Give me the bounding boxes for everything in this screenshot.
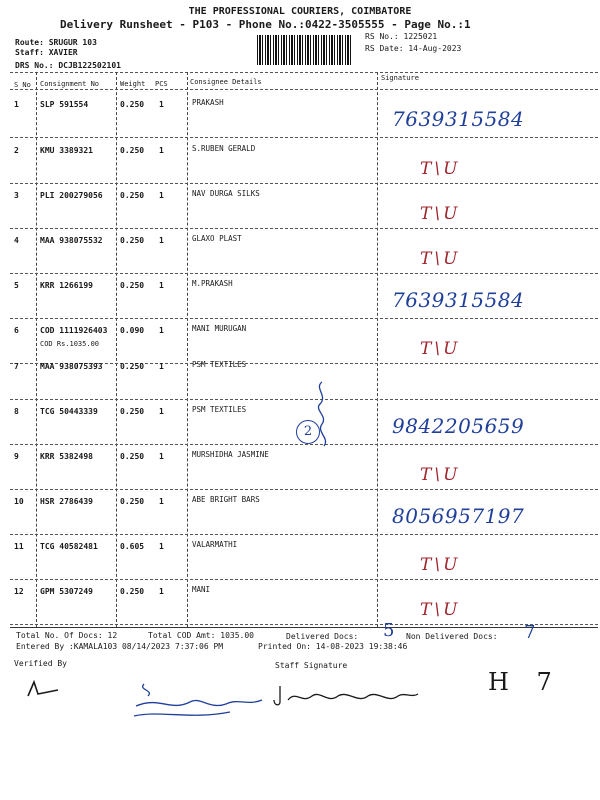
printed-on: Printed On: 14-08-2023 19:38:46 bbox=[258, 642, 408, 651]
row-separator bbox=[10, 624, 598, 625]
row-separator bbox=[10, 137, 598, 138]
footer-rule bbox=[10, 627, 598, 628]
col-header-pcs: PCS bbox=[155, 80, 168, 88]
row-sno: 7 bbox=[14, 362, 19, 371]
row-handwritten-signature: 7639315584 bbox=[392, 288, 525, 312]
row-weight: 0.250 bbox=[120, 100, 145, 109]
row-pcs: 1 bbox=[159, 146, 164, 155]
total-docs: Total No. Of Docs: 12 bbox=[16, 631, 118, 640]
row-consignment-no: COD 1111926403 bbox=[40, 326, 108, 335]
row-cod-note: COD Rs.1035.00 bbox=[40, 340, 100, 348]
row-sno: 6 bbox=[14, 326, 19, 335]
col-divider bbox=[36, 72, 37, 627]
row-sno: 2 bbox=[14, 146, 19, 155]
route-label: Route: SRUGUR 103 bbox=[15, 38, 97, 47]
delivered-docs-count: 5 bbox=[383, 620, 395, 641]
rs-date: RS Date: 14-Aug-2023 bbox=[365, 44, 462, 53]
row-sno: 12 bbox=[14, 587, 24, 596]
staff-signature-scribble-2 bbox=[272, 680, 422, 710]
row-consignee: MANI bbox=[192, 585, 211, 594]
row-pcs: 1 bbox=[159, 542, 164, 551]
non-delivered-docs-label: Non Delivered Docs: bbox=[406, 632, 498, 641]
row-weight: 0.250 bbox=[120, 281, 145, 290]
row-pcs: 1 bbox=[159, 452, 164, 461]
row-weight: 0.250 bbox=[120, 587, 145, 596]
row-consignee: PSM TEXTILES bbox=[192, 360, 247, 369]
row-sno: 4 bbox=[14, 236, 19, 245]
row-consignee: VALARMATHI bbox=[192, 540, 238, 549]
row-consignee: ABE BRIGHT BARS bbox=[192, 495, 260, 504]
non-delivered-docs-count: 7 bbox=[524, 622, 536, 643]
row-consignee: GLAXO PLAST bbox=[192, 234, 242, 243]
row-consignment-no: PLI 200279056 bbox=[40, 191, 103, 200]
row-weight: 0.250 bbox=[120, 191, 145, 200]
col-header-sno: S No bbox=[14, 81, 31, 89]
row-consignee: NAV DURGA SILKS bbox=[192, 189, 260, 198]
row-consignment-no: KMU 3389321 bbox=[40, 146, 93, 155]
staff-label: Staff: XAVIER bbox=[15, 48, 78, 57]
row-handwritten-signature: T\U bbox=[420, 600, 461, 620]
row-consignee: S.RUBEN GERALD bbox=[192, 144, 256, 153]
rs-number: RS No.: 1225021 bbox=[365, 32, 438, 41]
row-pcs: 1 bbox=[159, 362, 164, 371]
col-divider bbox=[116, 72, 117, 627]
row-weight: 0.090 bbox=[120, 326, 145, 335]
row-sno: 11 bbox=[14, 542, 24, 551]
col-divider bbox=[187, 72, 188, 627]
table-header-rule bbox=[10, 89, 598, 90]
company-name: THE PROFESSIONAL COURIERS, COIMBATORE bbox=[188, 6, 412, 17]
verifier-signature bbox=[24, 676, 64, 702]
row-separator bbox=[10, 489, 598, 490]
row-sno: 3 bbox=[14, 191, 19, 200]
row-consignee: M.PRAKASH bbox=[192, 279, 233, 288]
row-sno: 1 bbox=[14, 100, 19, 109]
row-handwritten-signature: 9842205659 bbox=[392, 414, 525, 438]
row-separator bbox=[10, 534, 598, 535]
table-top-rule bbox=[10, 72, 598, 73]
row-separator bbox=[10, 399, 598, 400]
row-handwritten-signature: 7639315584 bbox=[392, 107, 525, 131]
row-consignment-no: SLP 591554 bbox=[40, 100, 89, 109]
row-consignment-no: MAA 938075532 bbox=[40, 236, 103, 245]
staff-signature-scribble-1 bbox=[130, 676, 270, 726]
row-consignee: PSM TEXTILES bbox=[192, 405, 247, 414]
row-pcs: 1 bbox=[159, 281, 164, 290]
row-sno: 9 bbox=[14, 452, 19, 461]
row-consignment-no: MAA 938075393 bbox=[40, 362, 103, 371]
row-consignee: MANI MURUGAN bbox=[192, 324, 247, 333]
row-weight: 0.605 bbox=[120, 542, 145, 551]
row-handwritten-signature: T\U bbox=[420, 159, 461, 179]
col-header-weight: Weight bbox=[120, 80, 146, 88]
row-sno: 8 bbox=[14, 407, 19, 416]
row-handwritten-signature: 8056957197 bbox=[392, 504, 525, 528]
verified-by-label: Verified By bbox=[14, 659, 67, 668]
row-handwritten-signature: T\U bbox=[420, 204, 461, 224]
runsheet-title: Delivery Runsheet - P103 - Phone No.:0422-3505555 - Page No.:1 bbox=[60, 18, 471, 31]
row-consignment-no: TCG 50443339 bbox=[40, 407, 98, 416]
row-separator bbox=[10, 579, 598, 580]
row-separator bbox=[10, 273, 598, 274]
row-weight: 0.250 bbox=[120, 146, 145, 155]
row-pcs: 1 bbox=[159, 100, 164, 109]
barcode bbox=[257, 35, 353, 65]
total-cod-amount: Total COD Amt: 1035.00 bbox=[148, 631, 254, 640]
row-consignment-no: GPM 5307249 bbox=[40, 587, 93, 596]
row-weight: 0.250 bbox=[120, 362, 145, 371]
staff-signature-label: Staff Signature bbox=[275, 661, 348, 670]
row-weight: 0.250 bbox=[120, 497, 145, 506]
bracket-scribble bbox=[312, 378, 336, 448]
delivered-docs-label: Delivered Docs: bbox=[286, 632, 359, 641]
row-pcs: 1 bbox=[159, 587, 164, 596]
drs-number: DRS No.: DCJB122502101 bbox=[15, 61, 121, 70]
row-consignment-no: KRR 5382498 bbox=[40, 452, 93, 461]
row-weight: 0.250 bbox=[120, 236, 145, 245]
row-consignment-no: TCG 40582481 bbox=[40, 542, 98, 551]
footer-hand-mark: H 7 bbox=[488, 668, 562, 696]
col-header-signature: Signature bbox=[381, 74, 419, 82]
row-pcs: 1 bbox=[159, 236, 164, 245]
entered-by: Entered By :KAMALA103 08/14/2023 7:37:06 PM bbox=[16, 642, 224, 651]
row-separator bbox=[10, 183, 598, 184]
row-separator bbox=[10, 318, 598, 319]
row-consignment-no: KRR 1266199 bbox=[40, 281, 93, 290]
row-pcs: 1 bbox=[159, 191, 164, 200]
row-consignment-no: HSR 2786439 bbox=[40, 497, 93, 506]
row-consignee: MURSHIDHA JASMINE bbox=[192, 450, 269, 459]
row-sno: 5 bbox=[14, 281, 19, 290]
row-weight: 0.250 bbox=[120, 452, 145, 461]
row-pcs: 1 bbox=[159, 497, 164, 506]
row-handwritten-signature: T\U bbox=[420, 249, 461, 269]
row-separator bbox=[10, 228, 598, 229]
row-weight: 0.250 bbox=[120, 407, 145, 416]
row-consignee: PRAKASH bbox=[192, 98, 224, 107]
row-handwritten-signature: T\U bbox=[420, 339, 461, 359]
row-sno: 10 bbox=[14, 497, 24, 506]
col-header-consignment: Consignment No bbox=[40, 80, 100, 88]
row-separator bbox=[10, 444, 598, 445]
row-pcs: 1 bbox=[159, 407, 164, 416]
row-handwritten-signature: T\U bbox=[420, 555, 461, 575]
col-divider bbox=[377, 72, 378, 627]
col-header-consignee: Consignee Details bbox=[190, 78, 262, 86]
row-pcs: 1 bbox=[159, 326, 164, 335]
row-handwritten-signature: T\U bbox=[420, 465, 461, 485]
circled-two-annotation: 2 bbox=[296, 420, 320, 444]
